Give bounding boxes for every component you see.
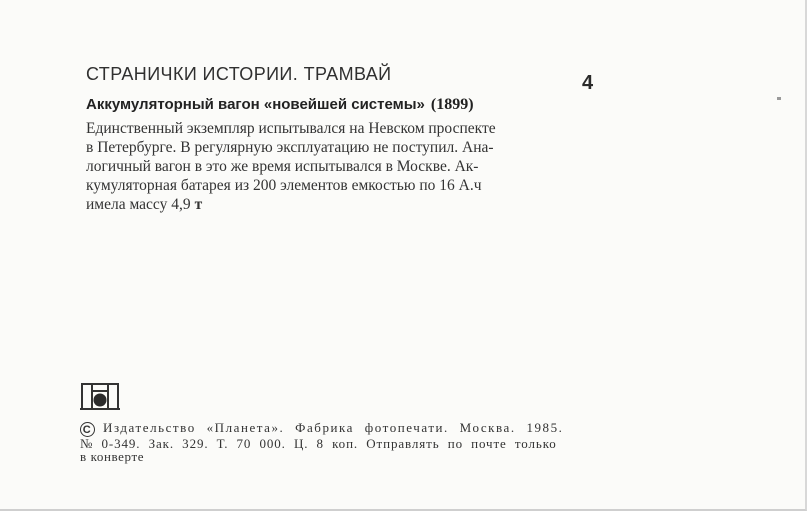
- description-line: имела массу 4,9: [86, 196, 191, 213]
- description: [86, 119, 596, 214]
- imprint-line-3: в конверте: [80, 449, 145, 465]
- publisher-logo-icon: [80, 381, 120, 411]
- heading-name: Аккумуляторный вагон «новейшей системы»: [86, 96, 425, 113]
- edge-mark: [777, 97, 781, 100]
- series-title: СТРАНИЧКИ ИСТОРИИ. ТРАМВАЙ: [86, 64, 392, 84]
- description-last-line: [86, 195, 596, 214]
- imprint: [80, 421, 563, 464]
- mass-unit: т: [194, 196, 203, 213]
- imprint-line-2: № 0-349. Зак. 329. Т. 70 000. Ц. 8 коп. Отправлять по почте только: [80, 435, 557, 451]
- imprint-text-1: Издательство «Планета». Фабрика фотопечати. Москва. 1985.: [103, 420, 564, 435]
- card-heading: [86, 96, 474, 114]
- card-number: 4: [582, 72, 594, 94]
- description-line: Единственный экземпляр испытывался на Невском проспекте: [86, 120, 496, 137]
- description-line: кумуляторная батарея из 200 элементов емкостью по 16 А.ч: [86, 177, 482, 194]
- imprint-line-1: [80, 421, 563, 437]
- copyright-icon: C: [80, 422, 95, 437]
- heading-year: (1899): [430, 96, 474, 113]
- description-line: логичный вагон в это же время испытывался в Москве. Ак-: [86, 158, 479, 175]
- description-line: в Петербурге. В регулярную эксплуатацию не поступил. Ана-: [86, 139, 494, 156]
